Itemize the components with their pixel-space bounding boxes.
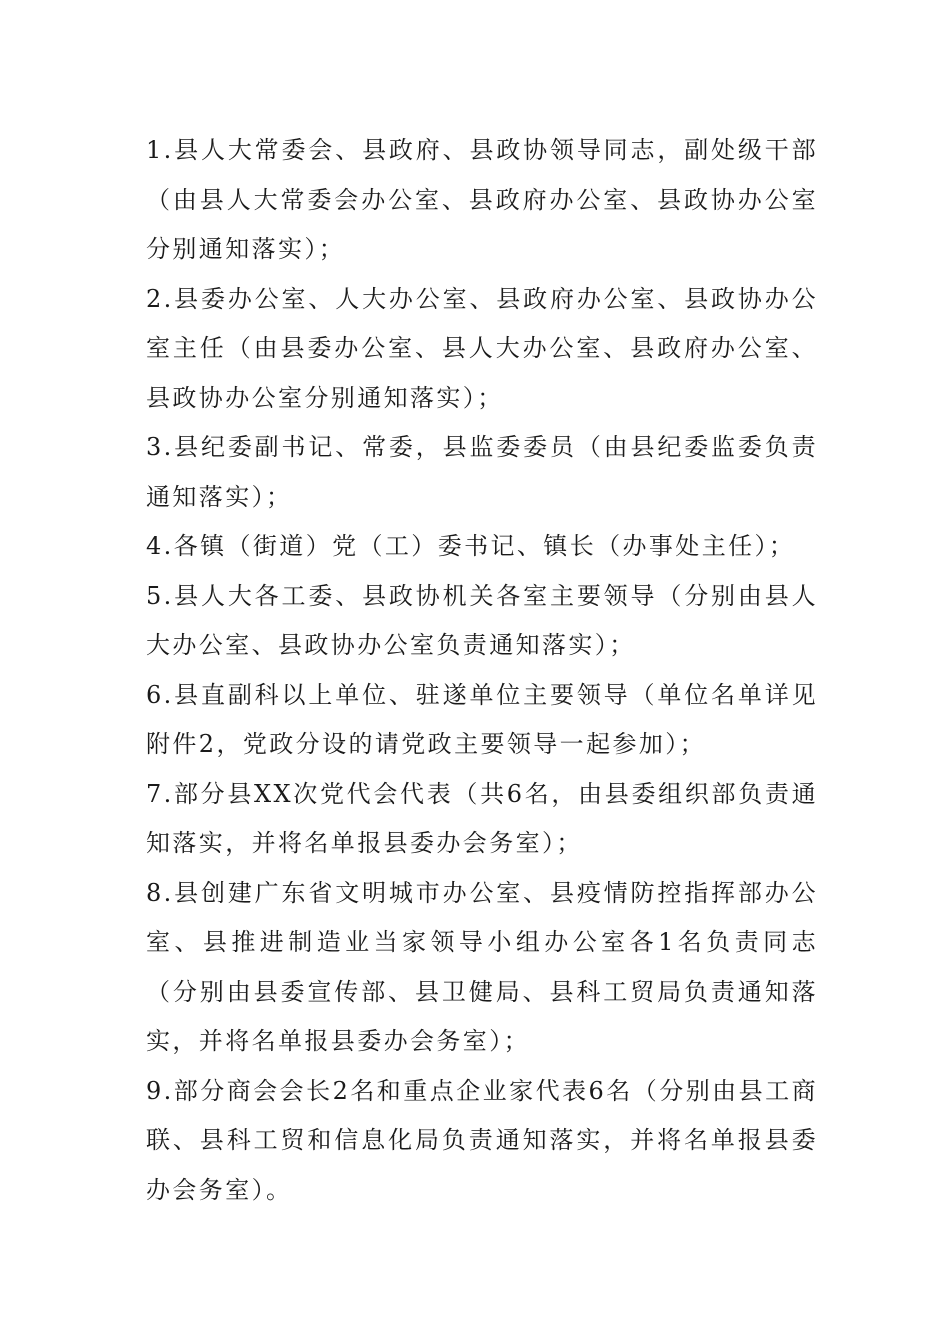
list-item-8: 8.县创建广东省文明城市办公室、县疫情防控指挥部办公室、县推进制造业当家领导小组办公室各1名负责同志（分别由县委宣传部、县卫健局、县科工贸局负责通知落实，并将名单报县委办会务室）；	[146, 878, 818, 1055]
list-item-4: 4.各镇（街道）党（工）委书记、镇长（办事处主任）；	[146, 532, 796, 560]
list-item-1: 1.县人大常委会、县政府、县政协领导同志，副处级干部（由县人大常委会办公室、县政府办公室、县政协办公室分别通知落实）；	[146, 136, 818, 263]
list-item-3: 3.县纪委副书记、常委，县监委委员（由县纪委监委负责通知落实）；	[146, 433, 818, 511]
attendee-list	[146, 126, 818, 1215]
list-item-6: 6.县直副科以上单位、驻遂单位主要领导（单位名单详见附件2，党政分设的请党政主要领导一起参加）；	[146, 680, 818, 758]
list-item-5: 5.县人大各工委、县政协机关各室主要领导（分别由县人大办公室、县政协办公室负责通知落实）；	[146, 581, 818, 659]
list-item-2: 2.县委办公室、人大办公室、县政府办公室、县政协办公室主任（由县委办公室、县人大办公室、县政府办公室、县政协办公室分别通知落实）；	[146, 284, 818, 412]
list-item-7: 7.部分县XX次党代会代表（共6名，由县委组织部负责通知落实，并将名单报县委办会务室）；	[146, 779, 818, 857]
list-item-9: 9.部分商会会长2名和重点企业家代表6名（分别由县工商联、县科工贸和信息化局负责通知落实，并将名单报县委办会务室）。	[146, 1076, 818, 1204]
